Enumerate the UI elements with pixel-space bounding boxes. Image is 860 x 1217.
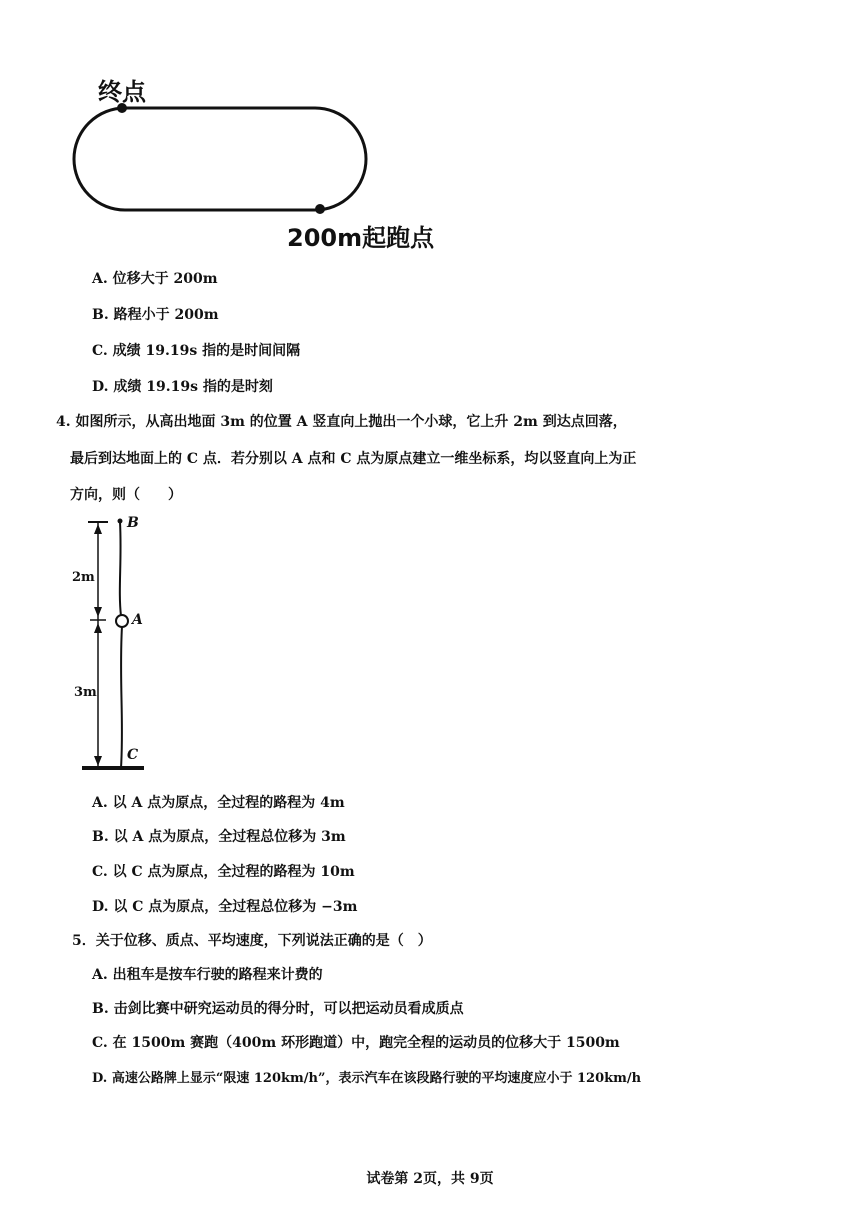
label-c: C bbox=[127, 747, 139, 763]
page-footer: 试卷第 2页，共 9页 bbox=[366, 1171, 494, 1187]
option-text: 成绩 19.19s 指的是时刻 bbox=[113, 379, 273, 395]
label-b: B bbox=[127, 515, 139, 531]
option-text: 击剑比赛中研究运动员的得分时，可以把运动员看成质点 bbox=[113, 1001, 464, 1017]
option-letter: D. bbox=[92, 899, 109, 915]
option-text: 以 C 点为原点，全过程的路程为 10m bbox=[112, 864, 355, 880]
arrow-up-top bbox=[94, 524, 102, 534]
option-letter: C. bbox=[92, 343, 108, 359]
option-letter: C. bbox=[92, 1035, 108, 1051]
option-text: 以 C 点为原点，全过程总位移为 −3m bbox=[113, 899, 358, 915]
q5-option-d bbox=[92, 1067, 641, 1086]
dim-lower-label: 3m bbox=[74, 685, 97, 700]
ball-path bbox=[120, 522, 122, 768]
q4-option-c bbox=[92, 861, 355, 881]
option-letter: D. bbox=[92, 379, 109, 395]
arrow-down-mid bbox=[94, 607, 102, 617]
option-text: 在 1500m 赛跑（400m 环形跑道）中，跑完全程的运动员的位移大于 1500m bbox=[112, 1035, 620, 1051]
ball-at-a bbox=[116, 615, 128, 627]
option-text: 高速公路牌上显示“限速 120km/h”，表示汽车在该段路行驶的平均速度应小于 120km/h bbox=[111, 1071, 642, 1086]
option-text: 位移大于 200m bbox=[112, 271, 218, 287]
q4-stem-line2: 最后到达地面上的 C 点．若分别以 A 点和 C 点为原点建立一维坐标系，均以竖直向上为正 bbox=[70, 451, 637, 467]
arrow-down-bottom bbox=[94, 756, 102, 766]
option-letter: A. bbox=[92, 795, 108, 811]
option-letter: A. bbox=[92, 271, 108, 287]
finish-label: 终点 bbox=[98, 78, 146, 106]
option-text: 路程小于 200m bbox=[113, 307, 219, 323]
point-b bbox=[118, 519, 123, 524]
option-text: 成绩 19.19s 指的是时间间隔 bbox=[112, 343, 301, 359]
q4-option-b bbox=[92, 826, 346, 846]
q4-option-a bbox=[92, 792, 345, 812]
question-text: 如图所示，从高出地面 3m 的位置 A 竖直向上抛出一个小球，它上升 2m 到达点回落， bbox=[75, 414, 627, 430]
option-letter: A. bbox=[92, 967, 108, 983]
q4-option-d bbox=[92, 896, 357, 916]
label-a: A bbox=[132, 612, 143, 628]
q5-option-b bbox=[92, 998, 464, 1018]
option-text: 出租车是按车行驶的路程来计费的 bbox=[112, 967, 323, 983]
option-letter: C. bbox=[92, 864, 108, 880]
q5-stem: 5．关于位移、质点、平均速度，下列说法正确的是（ ） bbox=[72, 933, 432, 949]
question-number: 4. bbox=[56, 414, 71, 430]
option-letter: B. bbox=[92, 829, 109, 845]
dim-upper-label: 2m bbox=[72, 570, 95, 585]
q5-option-a bbox=[92, 964, 323, 984]
option-text: 以 A 点为原点，全过程的路程为 4m bbox=[112, 795, 345, 811]
start-label: 200m起跑点 bbox=[287, 224, 435, 252]
option-letter: D. bbox=[92, 1071, 108, 1086]
q4-stem-line3: 方向，则（ ） bbox=[70, 487, 182, 503]
option-letter: B. bbox=[92, 1001, 109, 1017]
option-text: 以 A 点为原点，全过程总位移为 3m bbox=[113, 829, 346, 845]
arrow-up-mid bbox=[94, 623, 102, 633]
option-letter: B. bbox=[92, 307, 109, 323]
q5-option-c bbox=[92, 1032, 620, 1052]
